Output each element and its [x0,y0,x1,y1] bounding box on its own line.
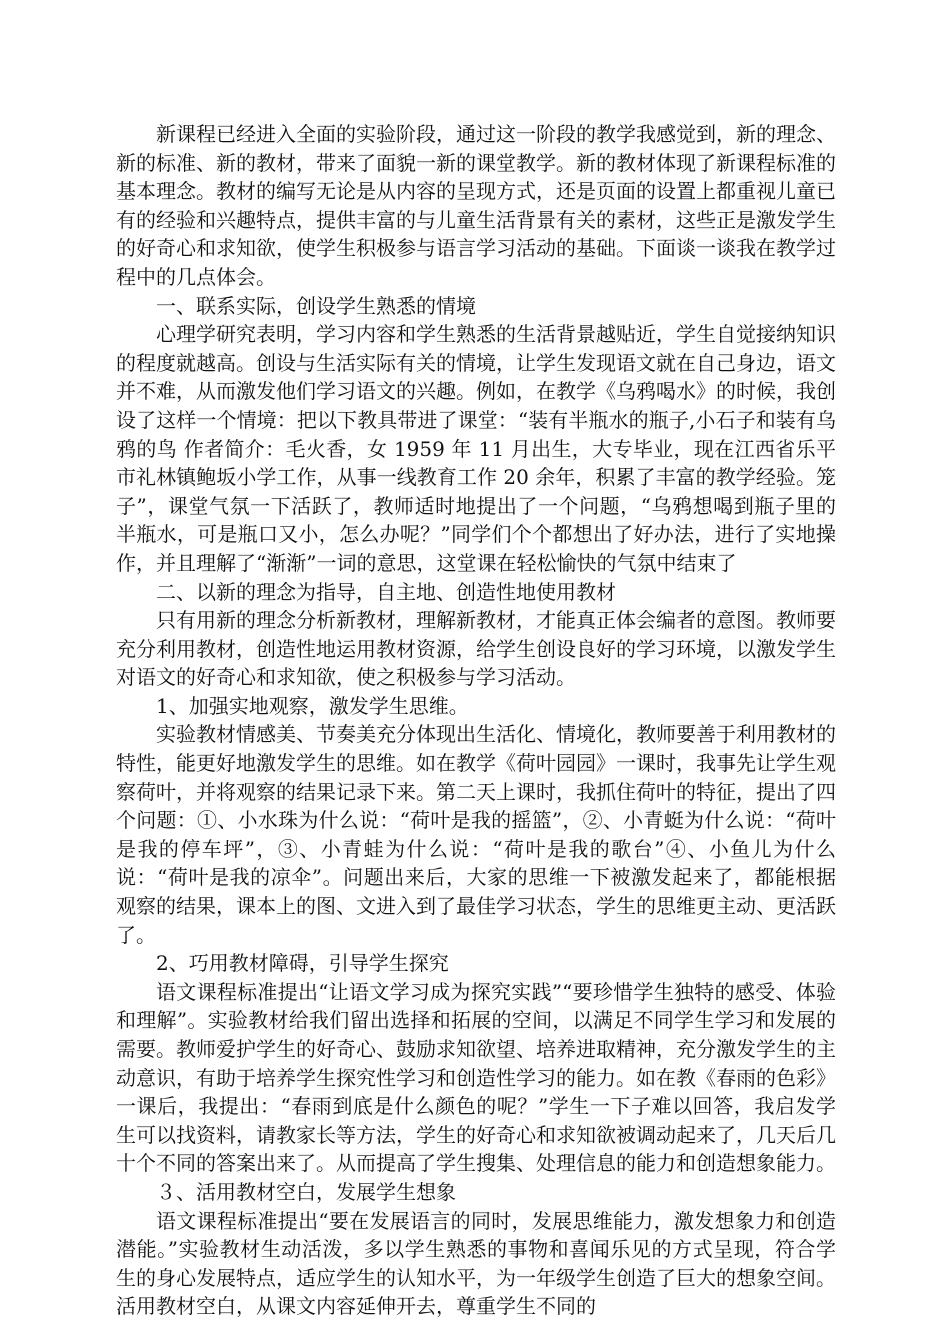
subsection-heading-3: ３、活用教材空白，发展学生想象 [156,1179,456,1204]
subsection-heading-2: 2、巧用教材障碍，引导学生探究 [156,951,449,976]
body-paragraph: 只有用新的理念分析新教材，理解新教材，才能真正体会编者的意图。教师要充分利用教材，创造性地运用教材资源，给学生创设良好的学习环境，以激发学生对语文的好奇心和求知欲，使之积极参与学习活动。 [116,608,836,690]
body-paragraph: 实验教材情感美、节奏美充分体现出生活化、情境化，教师要善于利用教材的特性，能更好地激发学生的思维。如在教学《荷叶园园》一课时，我事先让学生观察荷叶，并将观察的结果记录下来。第二天上课时，我抓住荷叶的特征，提出了四个问题：①、小水珠为什么说：“荷叶是我的摇篮”，②、小青蜓为什么说：“荷叶是我的停车坪”，③、小青蛙为什么说：“荷叶是我的歌台”④、小鱼儿为什么说：“荷叶是我的凉伞”。问题出来后，大家的思维一下被激发起来了，都能根据观察的结果，课本上的图、文进入到了最佳学习状态，学生的思维更主动、更活跃了。 [116,722,836,947]
intro-paragraph: 新课程已经进入全面的实验阶段，通过这一阶段的教学我感觉到，新的理念、新的标准、新的教材，带来了面貌一新的课堂教学。新的教材体现了新课程标准的基本理念。教材的编写无论是从内容的呈现方式，还是页面的设置上都重视儿童已有的经验和兴趣特点，提供丰富的与儿童生活背景有关的素材，这些正是激发学生的好奇心和求知欲，使学生积极参与语言学习活动的基础。下面谈一谈我在教学过程中的几点体会。 [116,122,836,289]
section-heading-2: 二、以新的理念为指导，自主地、创造性地使用教材 [156,579,616,604]
body-paragraph: 语文课程标准提出“要在发展语言的同时，发展思维能力，激发想象力和创造潜能。”实验教材生动活泼，多以学生熟悉的事物和喜闻乐见的方式呈现，符合学生的身心发展特点，适应学生的认知水平，为一年级学生创造了巨大的想象空间。活用教材空白，从课文内容延伸开去，尊重学生不同的 [116,1208,836,1319]
subsection-heading-1: 1、加强实地观察，激发学生思维。 [156,693,469,718]
document-body [116,120,836,1321]
section-heading-1: 一、联系实际，创设学生熟悉的情境 [156,293,476,318]
body-paragraph: 心理学研究表明，学习内容和学生熟悉的生活背景越贴近，学生自觉接纳知识的程度就越高。创设与生活实际有关的情境，让学生发现语文就在自己身边，语文并不难，从而激发他们学习语文的兴趣。例如，在教学《乌鸦喝水》的时候，我创设了这样一个情境：把以下教具带进了课堂：“装有半瓶水的瓶子,小石子和装有乌鸦的鸟 作者简介：毛火香，女 1959 年 11 月出生，大专毕业，现在江西省乐平市礼林镇鲍坂小学工作，从事一线教育工作 20 余年，积累了丰富的教学经验。笼子”，课堂气氛一下活跃了，教师适时地提出了一个问题，“乌鸦想喝到瓶子里的半瓶水，可是瓶口又小，怎么办呢？”同学们个个都想出了好办法，进行了实地操作，并且理解了“渐渐”一词的意思，这堂课在轻松愉快的气氛中结束了 [116,322,836,575]
body-paragraph: 语文课程标准提出“让语文学习成为探究实践”“要珍惜学生独特的感受、体验和理解”。实验教材给我们留出选择和拓展的空间，以满足不同学生学习和发展的需要。教师爱护学生的好奇心、鼓励求知欲望、培养进取精神，充分激发学生的主动意识，有助于培养学生探究性学习和创造性学习的能力。如在教《春雨的色彩》一课后，我提出：“春雨到底是什么颜色的呢？”学生一下子难以回答，我启发学生可以找资料，请教家长等方法，学生的好奇心和求知欲被调动起来了，几天后几十个不同的答案出来了。从而提高了学生搜集、处理信息的能力和创造想象能力。 [116,979,836,1176]
